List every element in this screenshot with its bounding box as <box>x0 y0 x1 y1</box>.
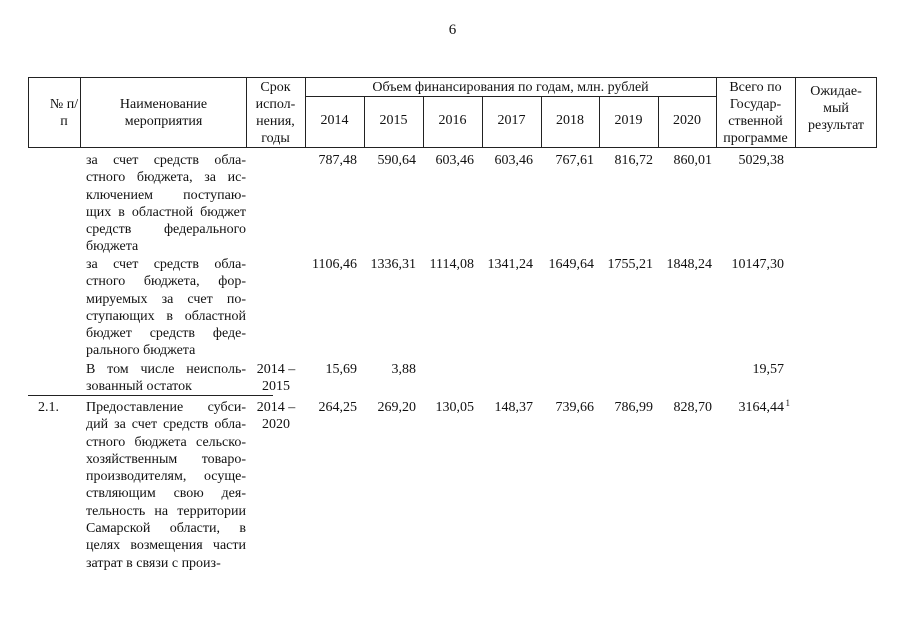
row-name-line: бюджет средств феде- <box>86 326 246 342</box>
row-total <box>704 152 784 169</box>
row-name <box>86 152 246 256</box>
header-financing: Объем финансирования по годам, млн. рублей <box>372 80 649 95</box>
row-name-line: мируемых за счет по- <box>86 291 246 307</box>
col-border <box>28 77 29 148</box>
header-year-2020: 2020 <box>673 113 701 128</box>
row-value-2015: 1336,31 <box>370 257 416 272</box>
row-name-line: тельность на территории <box>86 503 246 519</box>
row-name-line: хозяйственным товаро- <box>86 451 246 467</box>
row-name-line: зованный остаток <box>86 379 192 395</box>
row-total-value: 5029,38 <box>738 153 784 168</box>
row-name-line: Самарской области, в <box>86 521 246 537</box>
row-name-line: щих в областной бюджет <box>86 204 246 220</box>
row-value-2014: 1106,46 <box>312 257 357 272</box>
row-name-line: стного бюджета, фор- <box>86 274 246 290</box>
row-total <box>704 256 784 273</box>
row-separator <box>28 395 273 396</box>
header-subdivider <box>305 96 716 97</box>
row-name-line: ствляющим свою дея- <box>86 486 246 502</box>
row-term-line: 2014 – <box>256 362 296 377</box>
row-name-line: затрат в связи с произ- <box>86 555 221 571</box>
header-year-2016: 2016 <box>438 113 467 128</box>
row-value-2014: 787,48 <box>318 153 357 168</box>
row-value-2018: 767,61 <box>555 153 594 168</box>
header-year-2014: 2014 <box>320 113 349 128</box>
row-value-2020: 828,70 <box>673 400 712 415</box>
row-value-2015: 3,88 <box>391 362 416 377</box>
row-name <box>86 399 246 572</box>
row-total <box>704 398 790 416</box>
row-name-line: ключением поступаю- <box>86 187 246 203</box>
header-result: Ожидае-мый результат <box>807 83 865 133</box>
row-number: 2.1. <box>38 400 59 415</box>
row-name-line: стного бюджета сельско- <box>86 434 246 450</box>
row-name-line: ступающих в областной <box>86 308 246 324</box>
row-term-line: 2015 <box>262 379 290 395</box>
row-value-2019: 1755,21 <box>607 257 653 272</box>
row-value-2015: 269,20 <box>377 400 416 415</box>
col-border <box>876 77 877 148</box>
row-name-line: за счет средств обла- <box>86 153 246 168</box>
row-value-2016: 1114,08 <box>429 257 474 272</box>
row-name-line: бюджета <box>86 239 139 255</box>
row-name-line: рального бюджета <box>86 343 196 359</box>
header-year-2018: 2018 <box>556 113 584 128</box>
row-name-line: В том числе неисполь- <box>86 362 246 377</box>
row-value-2018: 1649,64 <box>548 257 594 272</box>
row-value-2019: 816,72 <box>614 153 653 168</box>
row-total-value: 3164,44 <box>738 400 784 415</box>
row-name-line: целях возмещения части <box>86 538 246 554</box>
header-year-2017: 2017 <box>497 113 526 128</box>
header-total: Всего по Государ-ственной программе <box>723 80 788 146</box>
row-value-2016: 130,05 <box>435 400 474 415</box>
row-term-line: 2014 – <box>256 400 296 415</box>
row-value-2018: 739,66 <box>555 400 594 415</box>
row-value-2017: 603,46 <box>494 153 533 168</box>
row-total-value: 19,57 <box>752 362 784 377</box>
header-year-2019: 2019 <box>614 113 643 128</box>
row-value-2014: 15,69 <box>325 362 357 377</box>
row-name-line: за счет средств обла- <box>86 257 246 272</box>
row-value-2017: 1341,24 <box>487 257 533 272</box>
header-year-2015: 2015 <box>379 113 408 128</box>
row-value-2014: 264,25 <box>318 400 357 415</box>
row-term-line: 2020 <box>262 417 290 433</box>
row-value-2016: 603,46 <box>435 153 474 168</box>
header-name: Наименование мероприятия <box>119 97 208 129</box>
header-num: № п/п <box>49 97 79 129</box>
row-value-2019: 786,99 <box>614 400 653 415</box>
header-term: Срок испол-нения, годы <box>255 80 296 146</box>
row-name <box>86 361 246 396</box>
row-value-2020: 1848,24 <box>666 257 712 272</box>
page-number: 6 <box>448 22 457 38</box>
row-name-line: дий за счет средств обла- <box>86 417 246 433</box>
row-name-line: стного бюджета, за ис- <box>86 170 246 186</box>
row-value-2020: 860,01 <box>673 153 712 168</box>
row-name-line: производителям, осуще- <box>86 469 246 485</box>
row-total-value: 10147,30 <box>731 257 784 272</box>
row-value-2017: 148,37 <box>494 400 533 415</box>
row-total <box>704 361 784 378</box>
row-name-line: Предоставление субси- <box>86 400 246 415</box>
row-name <box>86 256 246 360</box>
footnote-marker: 1 <box>785 398 790 408</box>
row-value-2015: 590,64 <box>377 153 416 168</box>
row-name-line: средств федерального <box>86 222 246 238</box>
